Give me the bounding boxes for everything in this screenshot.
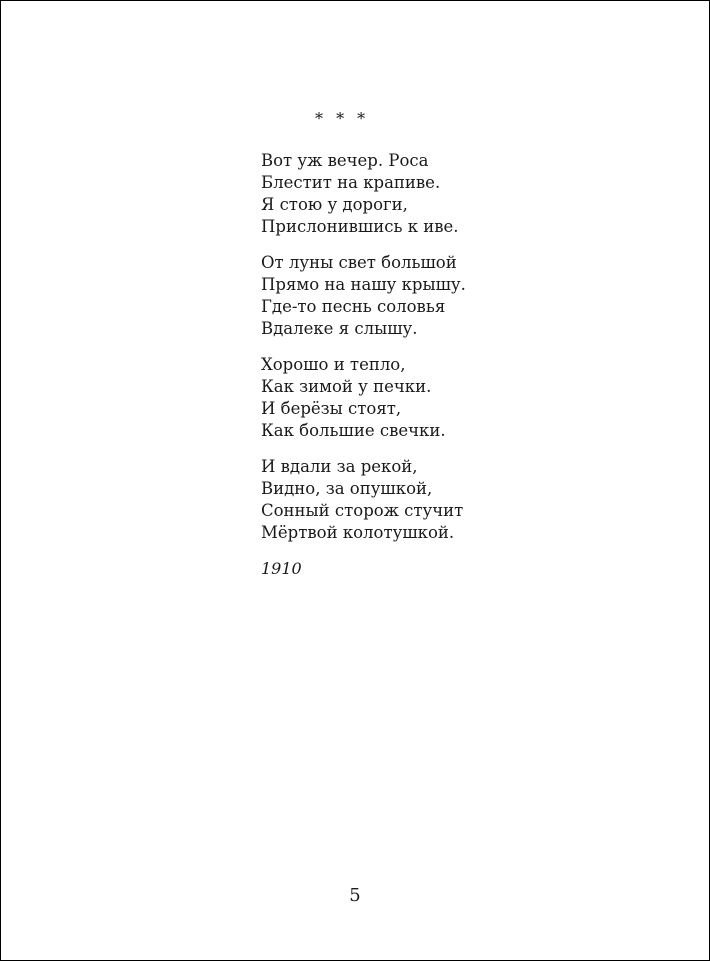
poem-line: Как большие свечки. [261, 421, 446, 440]
poem-line: Прямо на нашу крышу. [261, 275, 466, 294]
section-divider: * * * [315, 109, 368, 128]
poem-date: 1910 [261, 559, 302, 578]
poem-line: Хорошо и тепло, [261, 355, 406, 374]
poem-line: От луны свет большой [261, 253, 457, 272]
stanza-1 [261, 150, 521, 238]
poem-line: Где-то песнь соловья [261, 297, 446, 316]
poem-line: Блестит на крапиве. [261, 173, 441, 192]
poem [261, 150, 521, 580]
poem-line: И вдали за рекой, [261, 457, 418, 476]
page-number: 5 [349, 885, 361, 906]
poem-line: Мёртвой колотушкой. [261, 523, 455, 542]
poem-line: Сонный сторож стучит [261, 501, 464, 520]
poem-line: Я стою у дороги, [261, 195, 408, 214]
poem-line: Видно, за опушкой, [261, 479, 433, 498]
poem-line: Вот уж вечер. Роса [261, 151, 429, 170]
poem-line: Как зимой у печки. [261, 377, 432, 396]
poem-line: Вдалеке я слышу. [261, 319, 418, 338]
stanza-4 [261, 456, 521, 544]
stanza-2 [261, 252, 521, 340]
stanza-3 [261, 354, 521, 442]
poem-line: Прислонившись к иве. [261, 217, 459, 236]
poem-line: И берёзы стоят, [261, 399, 402, 418]
